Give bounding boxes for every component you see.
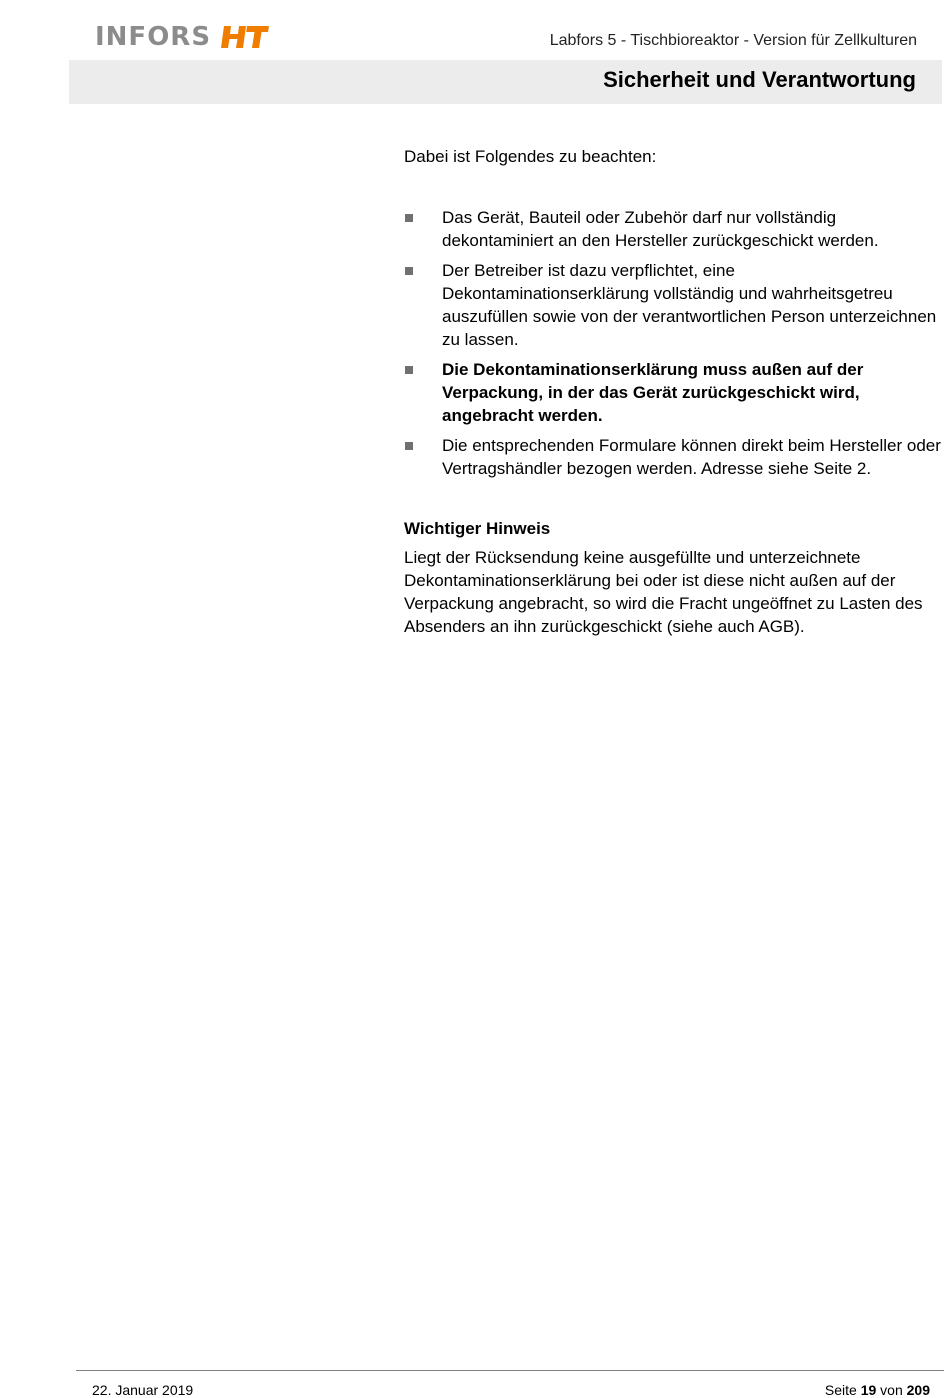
list-item: [404, 206, 944, 252]
page-number: [825, 1382, 930, 1398]
logo-ht-mark: [221, 24, 269, 50]
square-bullet-icon: [405, 267, 413, 275]
notice-text: Liegt der Rücksendung keine ausgefüllte und unterzeichnete Dekontaminationserklärung bei oder ist diese nicht außen auf der Verpackung angebracht, so wird die Fracht ungeöffnet zu Lasten des Absenders an ihn zurückgeschickt (siehe auch AGB).: [404, 548, 923, 636]
list-item-text: Das Gerät, Bauteil oder Zubehör darf nur vollständig dekontaminiert an den Hersteller zurückgeschickt werden.: [442, 208, 879, 250]
logo-text: INFORS: [95, 22, 212, 52]
footer-date: 22. Januar 2019: [92, 1382, 194, 1398]
list-item-text: Die entsprechenden Formulare können direkt beim Hersteller oder Vertragshändler bezogen werden. Adresse siehe Seite 2.: [442, 436, 941, 478]
square-bullet-icon: [405, 214, 413, 222]
notice-heading: Wichtiger Hinweis: [404, 519, 551, 538]
page-prefix: Seite: [824, 1382, 857, 1398]
page-total: 209: [906, 1382, 930, 1398]
square-bullet-icon: [405, 442, 413, 450]
company-logo: [95, 22, 269, 52]
list-item: [404, 358, 944, 427]
list-item: [404, 434, 944, 480]
footer-divider: [76, 1370, 944, 1371]
square-bullet-icon: [405, 366, 413, 374]
page-separator: von: [880, 1382, 903, 1398]
document-title: Labfors 5 - Tischbioreaktor - Version für Zellkulturen: [549, 32, 917, 49]
requirements-list: [404, 206, 944, 480]
page-current: 19: [860, 1382, 877, 1398]
list-item-text: Die Dekontaminationserklärung muss außen auf der Verpackung, in der das Gerät zurückgeschickt wird, angebracht werden.: [442, 360, 864, 425]
section-title: Sicherheit und Verantwortung: [603, 67, 916, 92]
intro-text: Dabei ist Folgendes zu beachten:: [404, 147, 657, 166]
main-content: [404, 145, 944, 638]
list-item: [404, 259, 944, 351]
list-item-text: Der Betreiber ist dazu verpflichtet, eine Dekontaminationserklärung vollständig und wahrheitsgetreu auszufüllen sowie von der verantwortlichen Person unterzeichnen zu lassen.: [442, 261, 937, 349]
section-header-band: [69, 60, 942, 104]
